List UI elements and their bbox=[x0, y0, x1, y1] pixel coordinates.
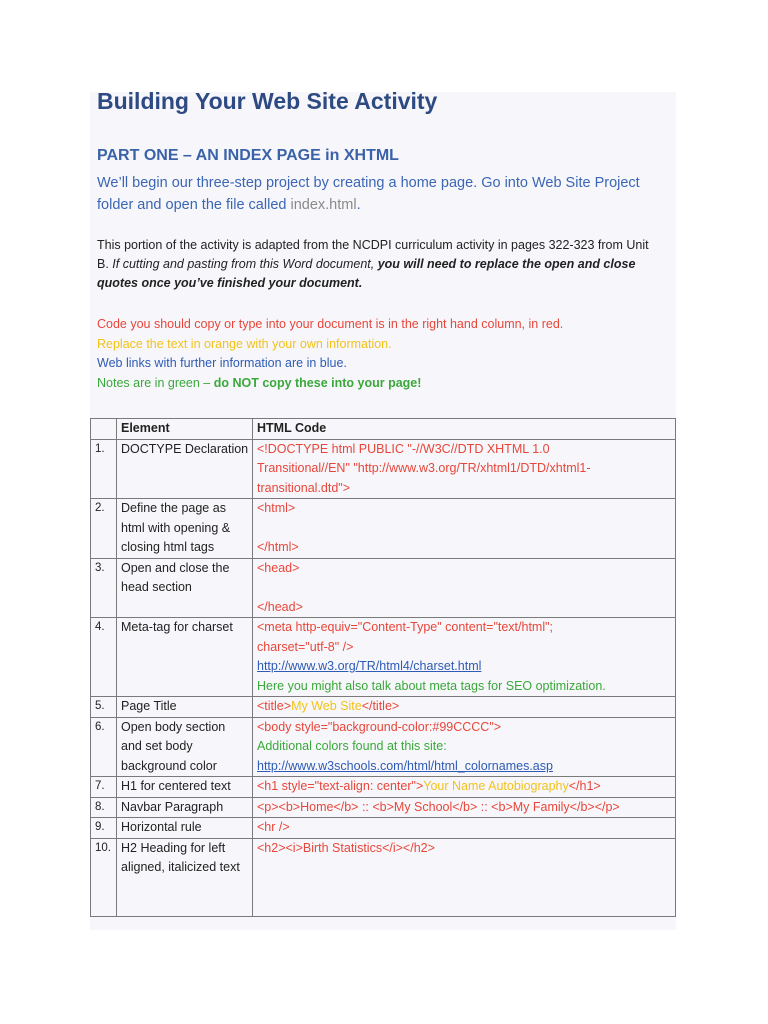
table-row bbox=[91, 558, 676, 618]
row-code bbox=[253, 717, 676, 777]
legend-orange: Replace the text in orange with your own information. bbox=[97, 336, 392, 351]
code-pre: <title> bbox=[257, 699, 292, 713]
html-code-table bbox=[90, 418, 676, 917]
row-element: Meta-tag for charset bbox=[117, 618, 253, 697]
header-element: Element bbox=[117, 419, 253, 440]
charset-link[interactable]: http://www.w3.org/TR/html4/charset.html bbox=[257, 659, 482, 673]
code-line: charset="utf-8" /> bbox=[257, 639, 354, 654]
adapted-bold-italic: you will need to replace the open and close quotes once you’ve finished your document. bbox=[97, 257, 636, 290]
row-code bbox=[253, 777, 676, 798]
colornames-link[interactable]: http://www.w3schools.com/html/html_colornames.asp bbox=[257, 758, 553, 773]
page-title: Building Your Web Site Activity bbox=[97, 88, 438, 114]
intro-paragraph bbox=[97, 172, 657, 216]
code-line: <!DOCTYPE html PUBLIC "-//W3C//DTD XHTML 1.0 bbox=[257, 441, 550, 456]
adapted-plain: This portion of the activity is adapted from the NCDPI curriculum activity in pages 322-323 from Unit B. bbox=[97, 238, 649, 271]
code-post: </title> bbox=[361, 699, 400, 713]
row-num: 1. bbox=[91, 439, 117, 499]
row-code bbox=[253, 697, 676, 718]
row-num: 5. bbox=[91, 697, 117, 718]
adapted-italic: If cutting and pasting from this Word document, bbox=[112, 257, 378, 271]
legend-green-text: Notes are in green – bbox=[97, 375, 214, 390]
code-replace: My Web Site bbox=[291, 699, 362, 713]
header-code: HTML Code bbox=[253, 419, 676, 440]
row-num: 3. bbox=[91, 558, 117, 618]
intro-filename: index.html bbox=[290, 197, 357, 213]
code-close: </html> bbox=[257, 540, 299, 554]
row-code: <h2><i>Birth Statistics</i></h2> bbox=[253, 838, 676, 916]
row-num: 10. bbox=[91, 838, 117, 916]
code-close: </head> bbox=[257, 599, 303, 614]
table-row bbox=[91, 439, 676, 499]
table-row bbox=[91, 717, 676, 777]
adapted-paragraph bbox=[97, 236, 657, 293]
row-element: Open body section and set body background color bbox=[117, 717, 253, 777]
legend-red: Code you should copy or type into your document is in the right hand column, in red. bbox=[97, 317, 564, 331]
colors-note: Additional colors found at this site: bbox=[257, 739, 447, 753]
header-num bbox=[91, 419, 117, 440]
part-heading: PART ONE – AN INDEX PAGE in XHTML bbox=[97, 147, 399, 164]
row-num: 4. bbox=[91, 618, 117, 697]
row-element: H1 for centered text bbox=[117, 777, 253, 798]
code-open: <head> bbox=[257, 560, 300, 575]
row-num: 7. bbox=[91, 777, 117, 798]
row-element: DOCTYPE Declaration bbox=[117, 439, 253, 499]
row-element: Horizontal rule bbox=[117, 818, 253, 839]
row-code bbox=[253, 499, 676, 559]
table-row bbox=[91, 499, 676, 559]
row-code: <hr /> bbox=[253, 818, 676, 839]
table-row bbox=[91, 797, 676, 818]
table-row bbox=[91, 697, 676, 718]
code-line: <meta http-equiv="Content-Type" content="text/html"; bbox=[257, 620, 554, 634]
color-legend bbox=[97, 315, 657, 393]
row-element: Navbar Paragraph bbox=[117, 797, 253, 818]
code-pre: <h1 style="text-align: center"> bbox=[257, 779, 424, 793]
seo-note: Here you might also talk about meta tags for SEO optimization. bbox=[257, 678, 606, 693]
code-replace: Your Name Autobiography bbox=[423, 779, 569, 793]
legend-blue: Web links with further information are in blue. bbox=[97, 356, 347, 370]
legend-green bbox=[97, 374, 657, 394]
table-header-row bbox=[91, 419, 676, 440]
code-post: </h1> bbox=[568, 779, 601, 793]
row-num: 9. bbox=[91, 818, 117, 839]
code-line: <body style="background-color:#99CCCC"> bbox=[257, 719, 502, 734]
row-code bbox=[253, 439, 676, 499]
row-element: Page Title bbox=[117, 697, 253, 718]
row-code: <p><b>Home</b> :: <b>My School</b> :: <b>My Family</b></p> bbox=[253, 797, 676, 818]
row-element: Open and close the head section bbox=[117, 558, 253, 618]
table-row bbox=[91, 818, 676, 839]
row-code bbox=[253, 618, 676, 697]
row-element: H2 Heading for left aligned, italicized text bbox=[117, 838, 253, 916]
intro-end: . bbox=[356, 197, 361, 213]
code-line: transitional.dtd"> bbox=[257, 480, 351, 495]
intro-text: We’ll begin our three-step project by creating a home page. Go into Web Site Project folder and open the file called bbox=[97, 175, 640, 213]
table-row bbox=[91, 777, 676, 798]
row-code bbox=[253, 558, 676, 618]
code-line: Transitional//EN" "http://www.w3.org/TR/xhtml1/DTD/xhtml1- bbox=[257, 461, 591, 475]
row-num: 2. bbox=[91, 499, 117, 559]
table-row bbox=[91, 618, 676, 697]
table-row bbox=[91, 838, 676, 916]
row-element: Define the page as html with opening & closing html tags bbox=[117, 499, 253, 559]
legend-green-bold: do NOT copy these into your page! bbox=[213, 375, 422, 390]
row-num: 6. bbox=[91, 717, 117, 777]
row-num: 8. bbox=[91, 797, 117, 818]
code-open: <html> bbox=[257, 501, 296, 515]
